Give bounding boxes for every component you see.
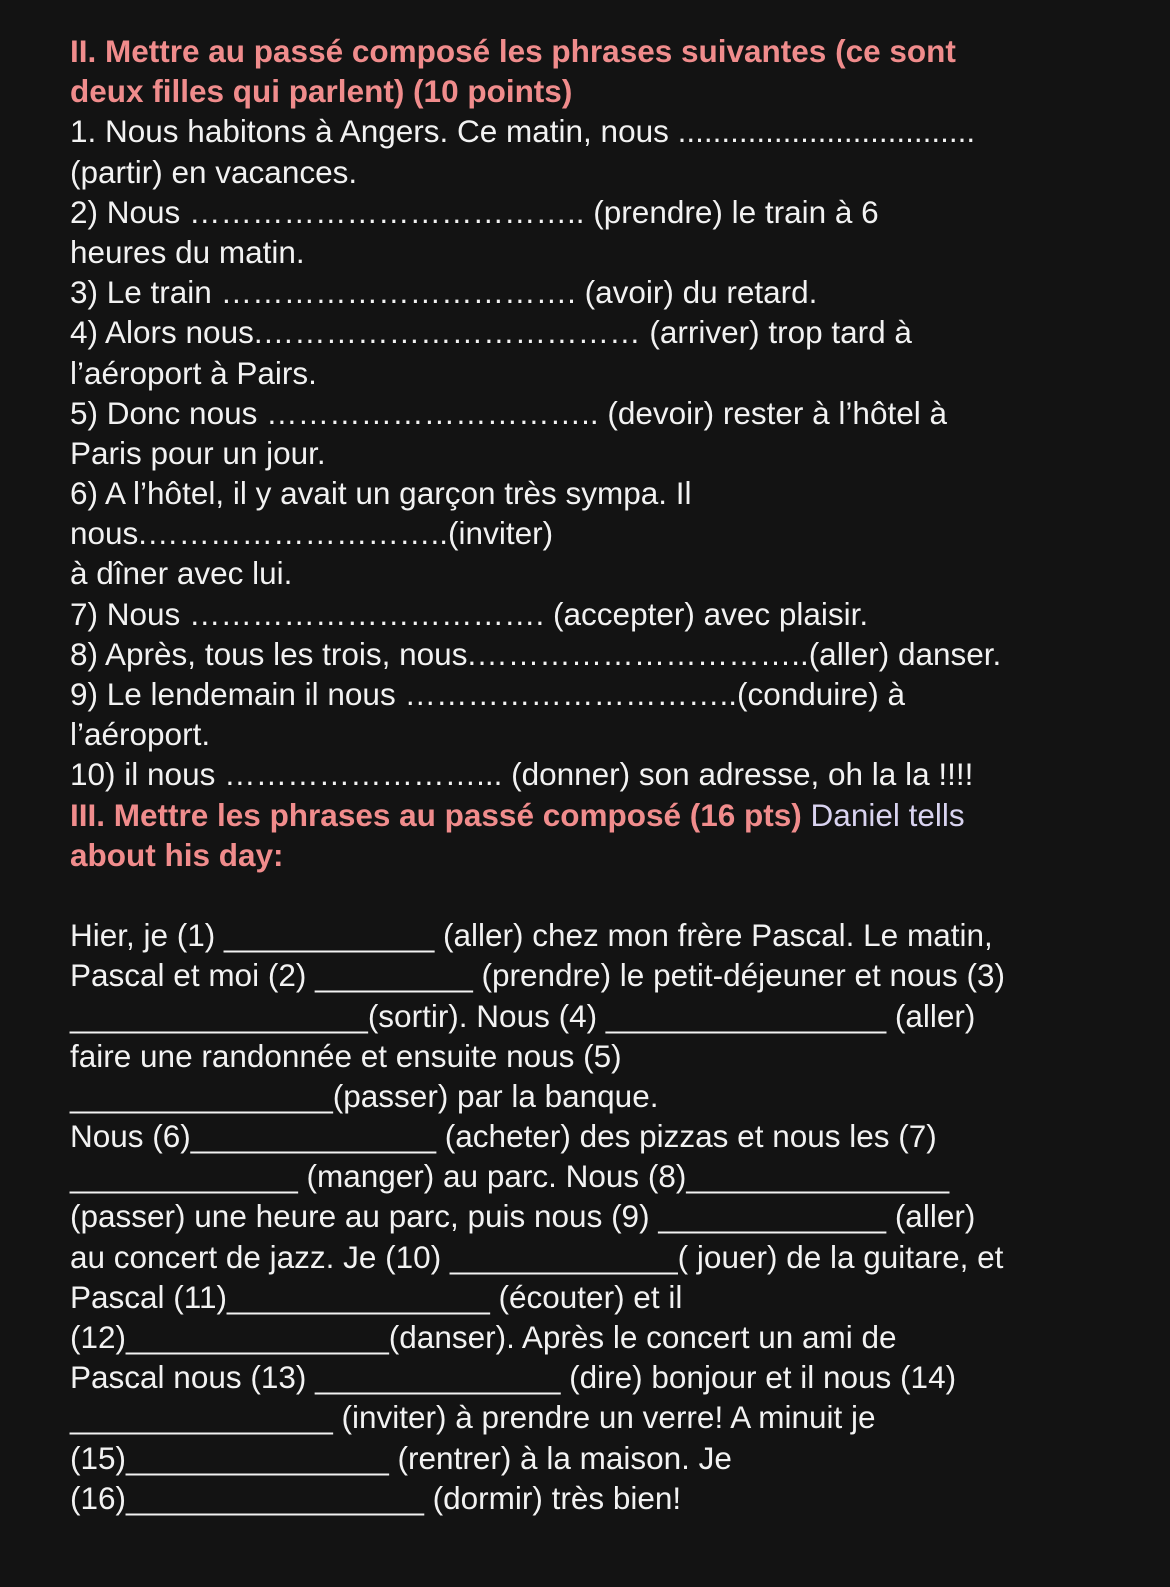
exercise-line: _______________ (inviter) à prendre un verre! A minuit je: [70, 1399, 876, 1436]
exercise-line: au concert de jazz. Je (10) _____________( jouer) de la guitare, et: [70, 1238, 1004, 1275]
section-2-heading-line-2: deux filles qui parlent) (10 points): [70, 73, 573, 110]
exercise-line: (passer) une heure au parc, puis nous (9) _____________ (aller): [70, 1198, 976, 1235]
exercise-line: nous.………………………..(inviter): [70, 515, 554, 552]
exercise-line: (12)_______________(danser). Après le concert un ami de: [70, 1319, 897, 1355]
exercise-line: faire une randonnée et ensuite nous (5): [70, 1037, 622, 1074]
exercise-line: Pascal et moi (2) _________ (prendre) le petit-déjeuner et nous (3): [70, 957, 1006, 994]
section-3-heading-line-1: [70, 795, 1130, 835]
exercise-line: l’aéroport.: [70, 716, 211, 753]
section-3-heading-title: III. Mettre les phrases au passé composé (16 pts): [70, 796, 802, 833]
exercise-line: Pascal nous (13) ______________ (dire) bonjour et il nous (14): [70, 1359, 957, 1396]
exercise-line: 5) Donc nous ………………………….. (devoir) rester à l’hôtel à: [70, 394, 948, 431]
exercise-line: 10) il nous ……………………... (donner) son adresse, oh la la !!!!: [70, 756, 974, 793]
exercise-line: 3) Le train ……………………………. (avoir) du retard.: [70, 274, 818, 311]
exercise-line: 7) Nous ……………………………. (accepter) avec plaisir.: [70, 595, 869, 632]
exercise-line: l’aéroport à Pairs.: [70, 354, 317, 391]
exercise-line: 1. Nous habitons à Angers. Ce matin, nous ..................................: [70, 113, 976, 150]
section-2: [70, 31, 1130, 795]
exercise-line: 6) A l’hôtel, il y avait un garçon très sympa. Il: [70, 475, 692, 512]
exercise-line: (16)_________________ (dormir) très bien!: [70, 1479, 682, 1516]
section-3-heading-accent: Daniel tells: [810, 796, 965, 833]
exercise-line: _____________ (manger) au parc. Nous (8)_______________: [70, 1158, 950, 1195]
worksheet-page: [70, 31, 1130, 1518]
exercise-line: à dîner avec lui.: [70, 555, 293, 592]
exercise-line: (partir) en vacances.: [70, 153, 358, 190]
exercise-line: Hier, je (1) ____________ (aller) chez mon frère Pascal. Le matin,: [70, 917, 993, 954]
exercise-line: 9) Le lendemain il nous …………………………..(conduire) à: [70, 676, 906, 712]
exercise-line: 2) Nous ……………………………….. (prendre) le train à 6: [70, 193, 879, 230]
section-3-heading-line-2: about his day:: [70, 836, 284, 873]
exercise-line: 4) Alors nous.……………………………… (arriver) trop tard à: [70, 314, 912, 351]
section-2-heading-line-1: II. Mettre au passé composé les phrases suivantes (ce sont: [70, 33, 956, 69]
exercise-line: heures du matin.: [70, 233, 305, 270]
exercise-line: Pascal (11)_______________ (écouter) et il: [70, 1278, 683, 1315]
exercise-line: _________________(sortir). Nous (4) ________________ (aller): [70, 997, 976, 1034]
exercise-line: 8) Après, tous les trois, nous.…………………………..(aller) danser.: [70, 635, 1002, 672]
exercise-line: _______________(passer) par la banque.: [70, 1077, 659, 1114]
exercise-line: Nous (6)______________ (acheter) des pizzas et nous les (7): [70, 1118, 937, 1155]
section-3: [70, 795, 1130, 1518]
exercise-line: Paris pour un jour.: [70, 434, 326, 471]
exercise-line: (15)_______________ (rentrer) à la maison. Je: [70, 1439, 732, 1476]
blank-spacer: [70, 875, 1130, 915]
